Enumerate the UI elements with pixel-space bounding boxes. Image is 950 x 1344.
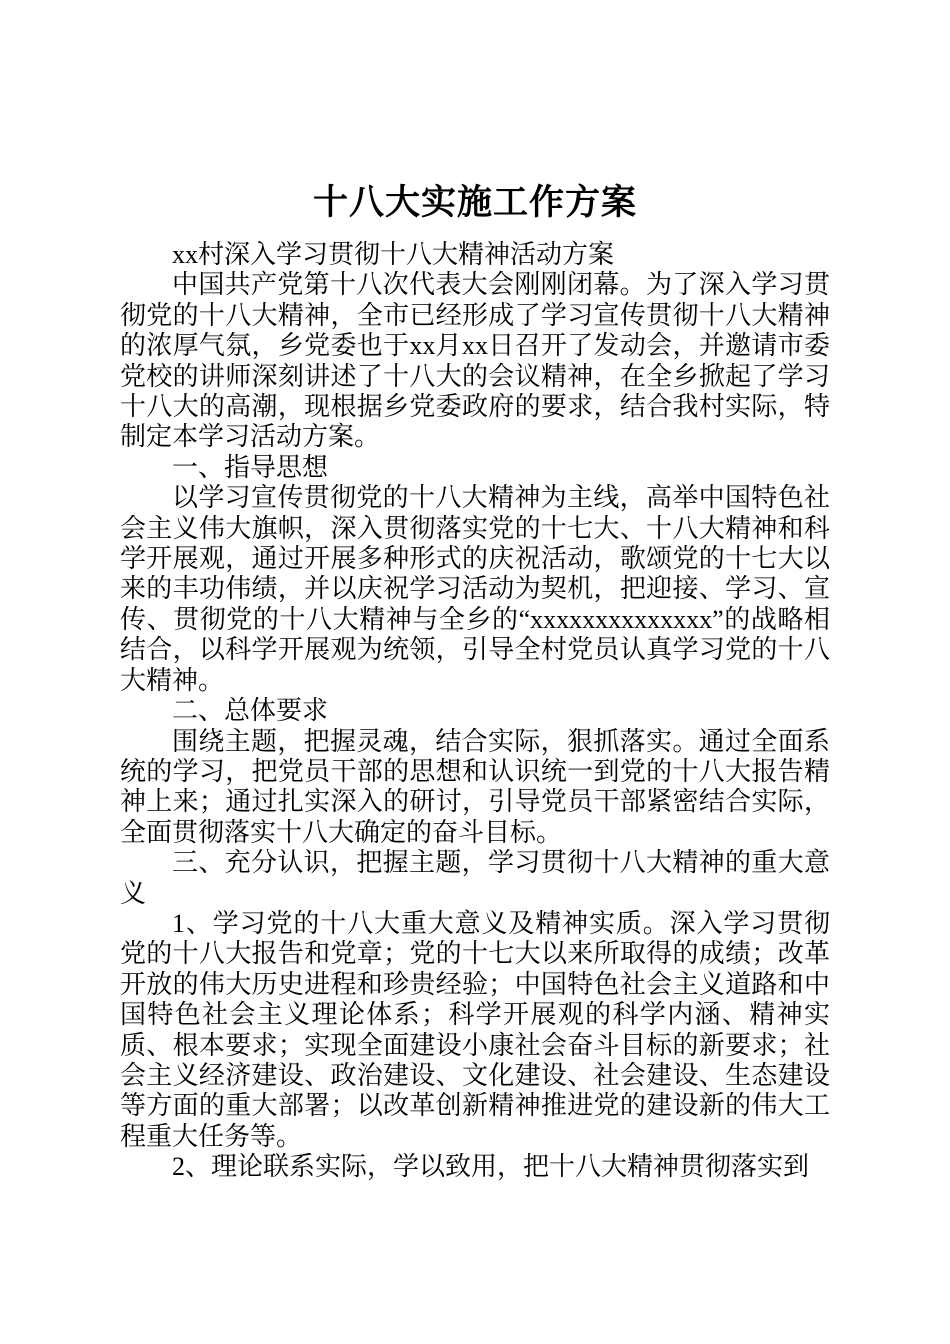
section-heading-1: 一、指导思想 <box>172 452 329 482</box>
paragraph-overall-requirements: 围绕主题，把握灵魂，结合实际，狠抓落实。通过全面系统的学习，把党员干部的思想和认识统一到党的十八大报告精神上来；通过扎实深入的研讨，引导党员干部紧密结合实际，全面贯彻落实十八大确定的奋斗目标。 <box>120 726 830 847</box>
section-heading-3: 三、充分认识，把握主题，学习贯彻十八大精神的重大意义 <box>120 848 830 908</box>
paragraph-guiding-ideology: 以学习宣传贯彻党的十八大精神为主线，高举中国特色社会主义伟大旗帜，深入贯彻落实党的十七大、十八大精神和科学开展观，通过开展多种形式的庆祝活动，歌颂党的十七大以来的丰功伟绩，并以庆祝学习活动为契机，把迎接、学习、宣传、贯彻党的十八大精神与全乡的“xxxxxxxxxxxxxx”的战略相结合，以科学开展观为统领，引导全村党员认真学习党的十八大精神。 <box>120 483 830 695</box>
paragraph-intro: 中国共产党第十八次代表大会刚刚闭幕。为了深入学习贯彻党的十八大精神，全市已经形成了学习宣传贯彻十八大精神的浓厚气氛，乡党委也于xx月xx日召开了发动会，并邀请市委党校的讲师深刻讲述了十八大的会议精神，在全乡掀起了学习十八大的高潮，现根据乡党委政府的要求，结合我村实际，特制定本学习活动方案。 <box>120 270 830 452</box>
document-title: 十八大实施工作方案 <box>312 183 637 222</box>
paragraph-item-2: 2、理论联系实际，学以致用，把十八大精神贯彻落实到 <box>172 1152 810 1182</box>
paragraph-item-1: 1、学习党的十八大重大意义及精神实质。深入学习贯彻党的十八大报告和党章；党的十七大以来所取得的成绩；改革开放的伟大历史进程和珍贵经验；中国特色社会主义道路和中国特色社会主义理论体系；科学开展观的科学内涵、精神实质、根本要求；实现全面建设小康社会奋斗目标的新要求；社会主义经济建设、政治建设、文化建设、社会建设、生态建设等方面的重大部署；以改革创新精神推进党的建设新的伟大工程重大任务等。 <box>120 908 830 1151</box>
section-heading-2: 二、总体要求 <box>172 696 329 726</box>
paragraph-subtitle: xx村深入学习贯彻十八大精神活动方案 <box>172 240 615 269</box>
